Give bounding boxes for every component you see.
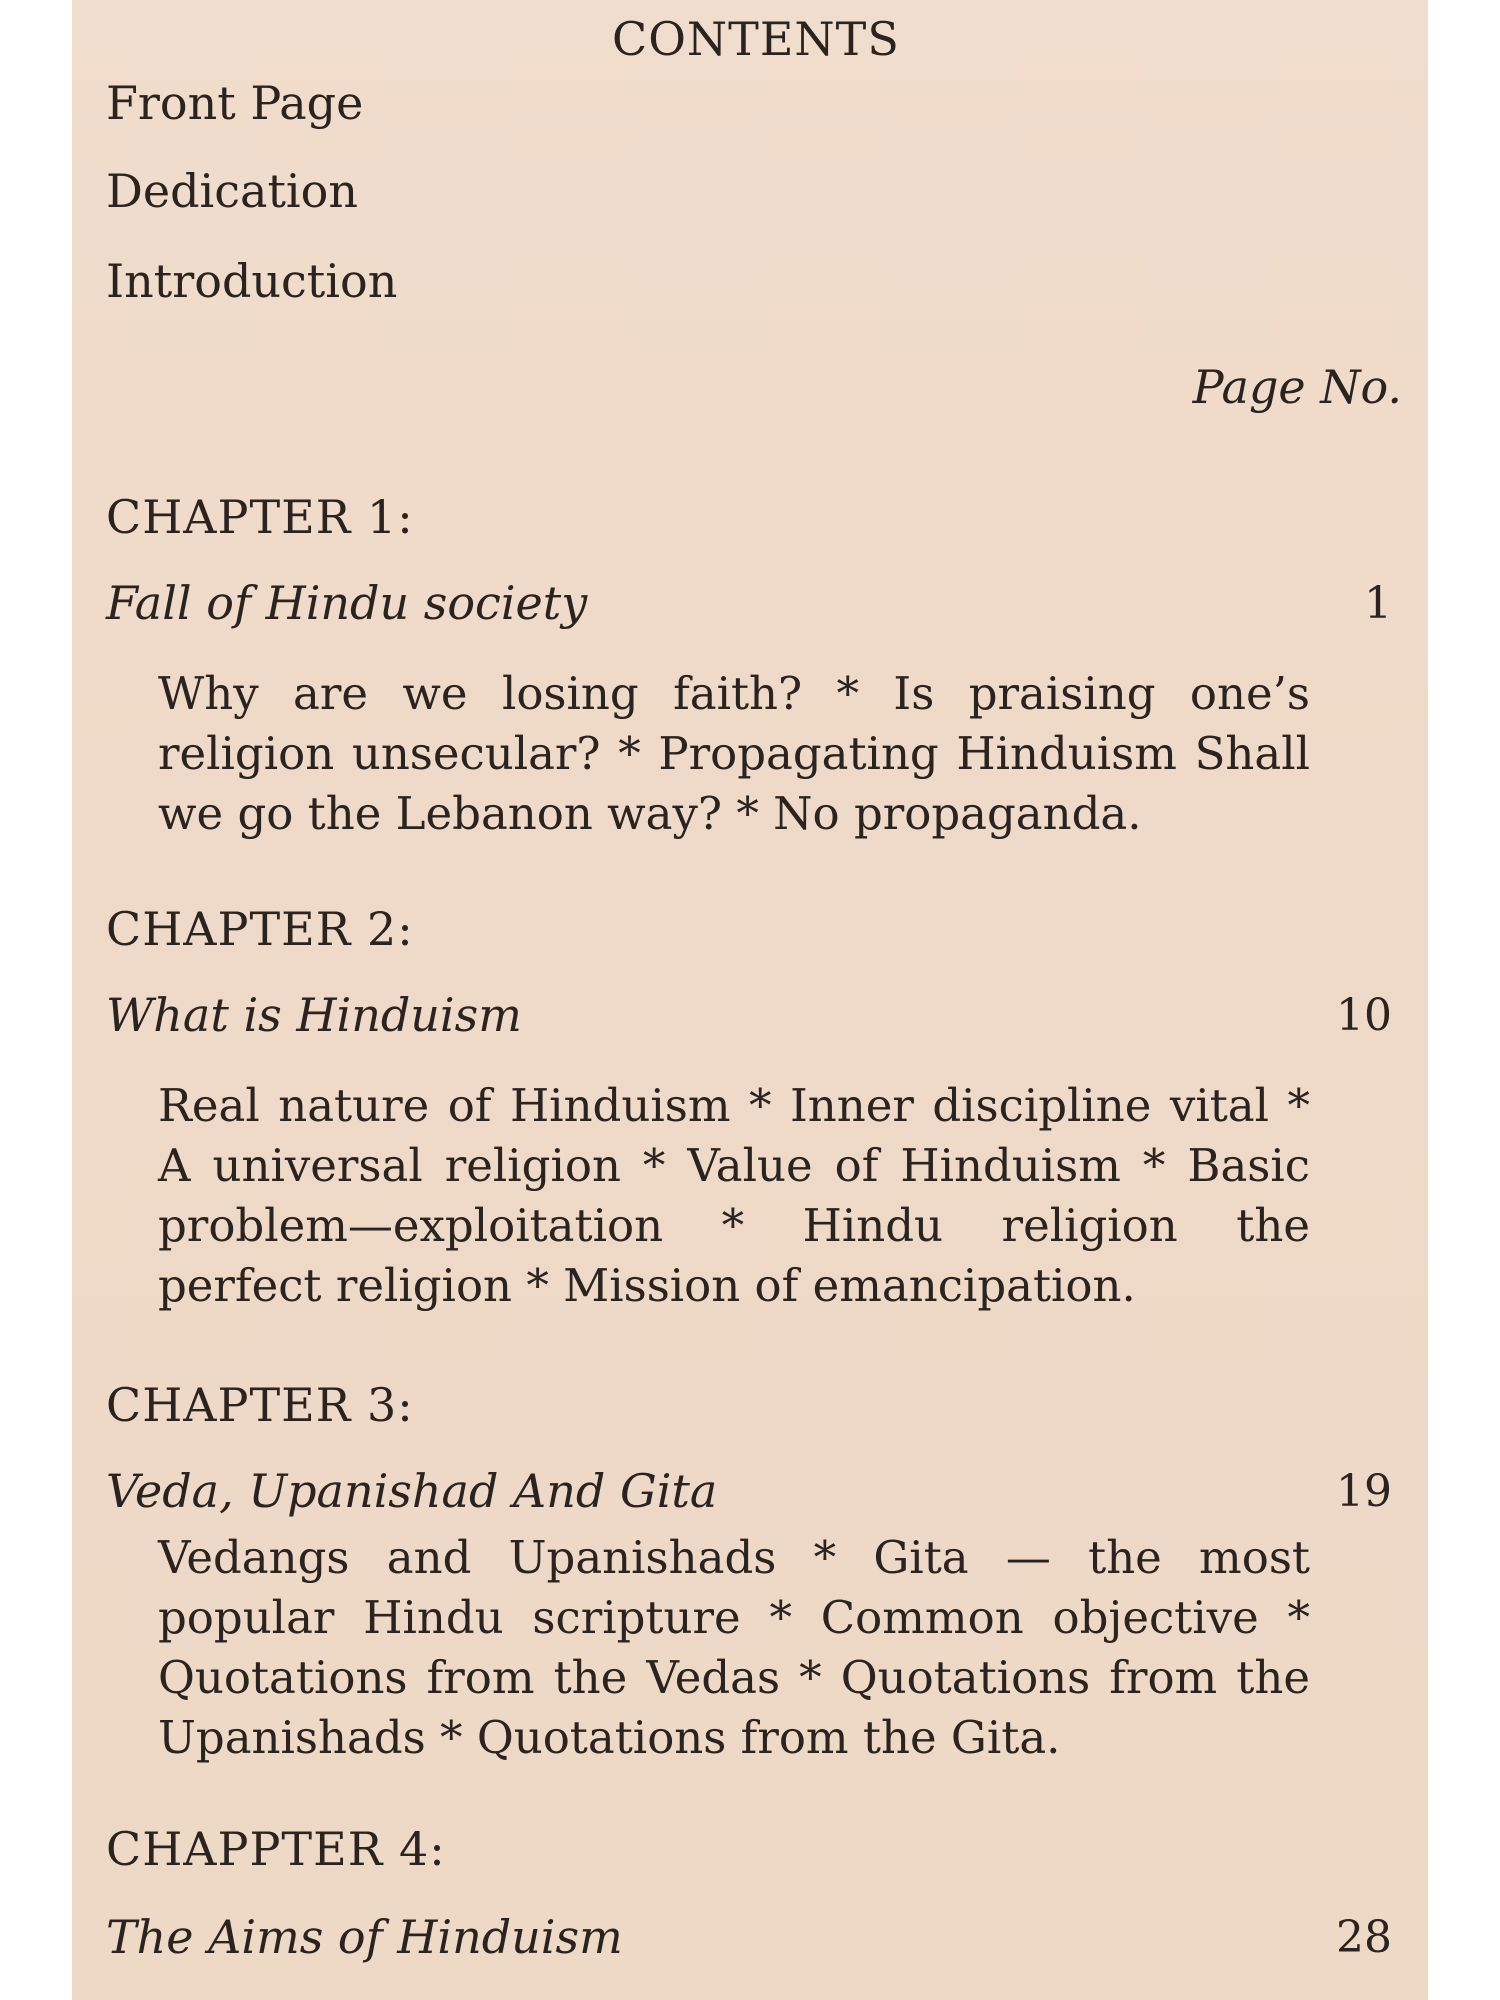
chapter-3-label: CHAPTER 3: bbox=[106, 1378, 414, 1432]
chapter-1-description: Why are we losing faith? * Is praising one’s religion unsecular? * Propagating Hinduism Shall we go the Lebanon way? * No propaganda. bbox=[158, 667, 1310, 840]
chapter-3-description: Vedangs and Upanishads * Gita — the most popular Hindu scripture * Common objective * Quotations from the Vedas * Quotations from the Upanishads * Quotations from the Gita. bbox=[158, 1531, 1310, 1764]
chapter-4-label: CHAPPTER 4: bbox=[106, 1822, 446, 1876]
chapter-1-label: CHAPTER 1: bbox=[106, 490, 414, 544]
front-matter-introduction: Introduction bbox=[106, 254, 398, 308]
chapter-1-page-number: 1 bbox=[1364, 578, 1392, 629]
front-matter-front-page: Front Page bbox=[106, 76, 364, 130]
front-matter-dedication: Dedication bbox=[106, 164, 358, 218]
chapter-3-title: Veda, Upanishad And Gita bbox=[106, 1464, 718, 1518]
chapter-3-page-number: 19 bbox=[1336, 1466, 1392, 1517]
chapter-2-label: CHAPTER 2: bbox=[106, 902, 414, 956]
chapter-2-description: Real nature of Hinduism * Inner discipline vital * A universal religion * Value of Hinduism * Basic problem—exploitation * Hindu religion the perfect religion * Mission of emancipation. bbox=[158, 1079, 1310, 1312]
chapter-4-page-number: 28 bbox=[1336, 1912, 1392, 1963]
book-page bbox=[72, 0, 1428, 2000]
chapter-1-title: Fall of Hindu society bbox=[106, 576, 588, 630]
chapter-2-title: What is Hinduism bbox=[106, 988, 522, 1042]
page-number-column-heading: Page No. bbox=[1192, 360, 1402, 414]
chapter-4-title: The Aims of Hinduism bbox=[106, 1910, 623, 1964]
page-title: CONTENTS bbox=[612, 12, 900, 66]
chapter-2-page-number: 10 bbox=[1336, 990, 1392, 1041]
